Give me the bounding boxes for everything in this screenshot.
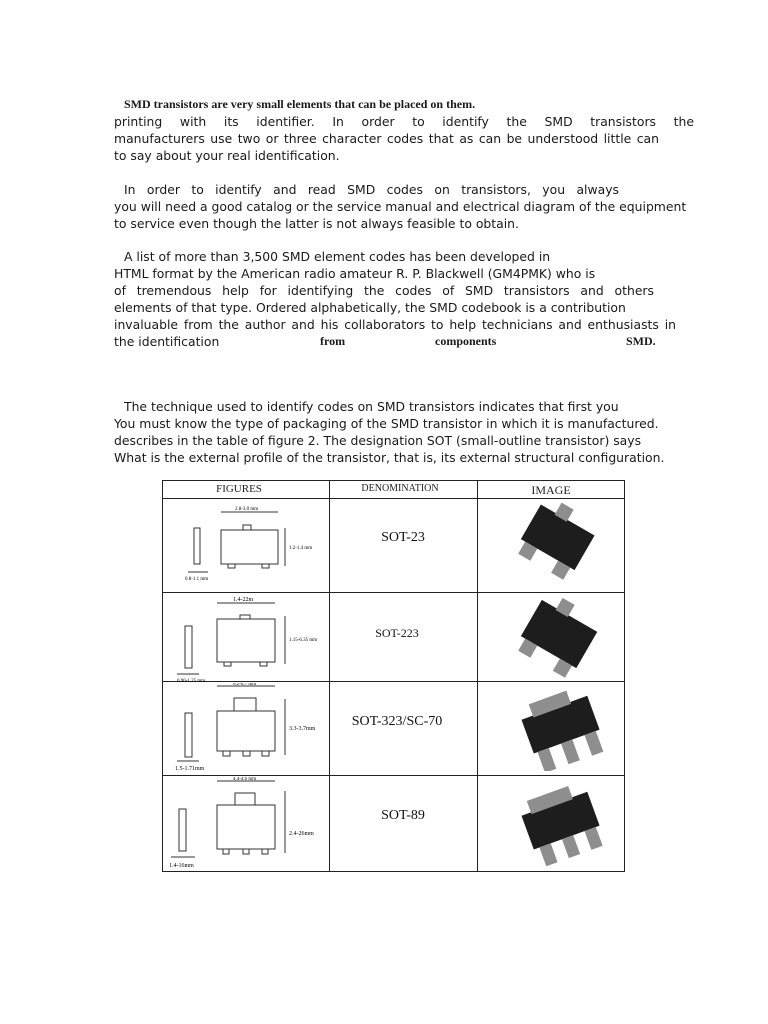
- para4-line-2: You must know the type of packaging of the SMD transistor in which it is manufactured.: [114, 416, 659, 431]
- sot323-outline-figure: [163, 683, 329, 773]
- para4-line-1: The technique used to identify codes on SMD transistors indicates that first you: [124, 399, 619, 414]
- sot89-dim-bottom: 1.4-16mm: [169, 863, 194, 867]
- sot323-dim-bottom: 1.5-1.71mm: [175, 766, 205, 772]
- sot23-dim-side: 1.2-1.4 mm: [289, 546, 313, 551]
- para3-word-smd: SMD.: [626, 334, 656, 348]
- sot223-outline-figure: [163, 594, 329, 684]
- header-figures: FIGURES: [216, 483, 262, 495]
- para3-line-5: invaluable from the author and his collaborators to help technicians and enthusiasts in: [114, 317, 676, 332]
- denomination-sot223: SOT-223: [375, 626, 419, 640]
- package-table: [162, 480, 625, 872]
- header-image: IMAGE: [531, 483, 571, 497]
- denomination-sot23: SOT-23: [381, 530, 425, 545]
- para4-line-3: describes in the table of figure 2. The designation SOT (small-outline transistor) says: [114, 433, 642, 448]
- intro-line-1: printing with its identifier. In order to identify the SMD transistors the: [114, 114, 694, 129]
- sot89-dim-side: 2.4-26mm: [289, 831, 314, 837]
- sot223-photo: [493, 595, 639, 681]
- para4-line-4: What is the external profile of the transistor, that is, its external structural configuration.: [114, 450, 665, 465]
- para2-line-2: you will need a good catalog or the service manual and electrical diagram of the equipment: [114, 199, 687, 214]
- sot223-dim-top: 1.4-22m: [233, 597, 254, 603]
- para2-line-1: In order to identify and read SMD codes on transistors, you always: [124, 182, 619, 197]
- sot323-dim-top: 6.2-6.7 mm: [233, 683, 257, 687]
- denomination-sot89: SOT-89: [381, 808, 425, 823]
- para3-word-from: from: [320, 334, 346, 348]
- para3-word-components: components: [435, 334, 497, 348]
- sot89-dim-top: 4.4-4.6 mm: [233, 777, 257, 782]
- para3-line-4: elements of that type. Ordered alphabetically, the SMD codebook is a contribution: [114, 300, 626, 315]
- header-denomination: DENOMINATION: [361, 483, 439, 494]
- sot223-dim-side: 1.15-6.35 mm: [289, 638, 318, 643]
- para3-line-1: A list of more than 3,500 SMD element codes has been developed in: [124, 249, 551, 264]
- sot23-dim-bottom: 0.8-1.1 mm: [185, 577, 209, 582]
- sot23-outline-figure: [163, 500, 329, 590]
- sot23-dim-top: 2.8-3.0 mm: [235, 507, 259, 512]
- sot23-photo: [493, 498, 639, 584]
- sot89-photo: [493, 781, 639, 867]
- intro-heading: SMD transistors are very small elements that can be placed on them.: [124, 97, 476, 111]
- sot323-dim-side: 3.3-3.7mm: [289, 726, 316, 732]
- para3-line-2: HTML format by the American radio amateur R. P. Blackwell (GM4PMK) who is: [114, 266, 596, 281]
- para2-line-3: to service even though the latter is not always feasible to obtain.: [114, 216, 519, 231]
- intro-line-3: to say about your real identification.: [114, 148, 340, 163]
- sot223-dim-bottom: 0.90-1.25 mm: [177, 679, 206, 684]
- para3-line-6-lead: the identification: [114, 334, 220, 349]
- sot323-photo: [493, 685, 639, 771]
- denomination-sot323: SOT-323/SC-70: [351, 714, 443, 729]
- intro-line-2: manufacturers use two or three character codes that as can be understood little can: [114, 131, 659, 146]
- sot89-outline-figure: [163, 777, 329, 867]
- para3-line-3: of tremendous help for identifying the codes of SMD transistors and others: [114, 283, 654, 298]
